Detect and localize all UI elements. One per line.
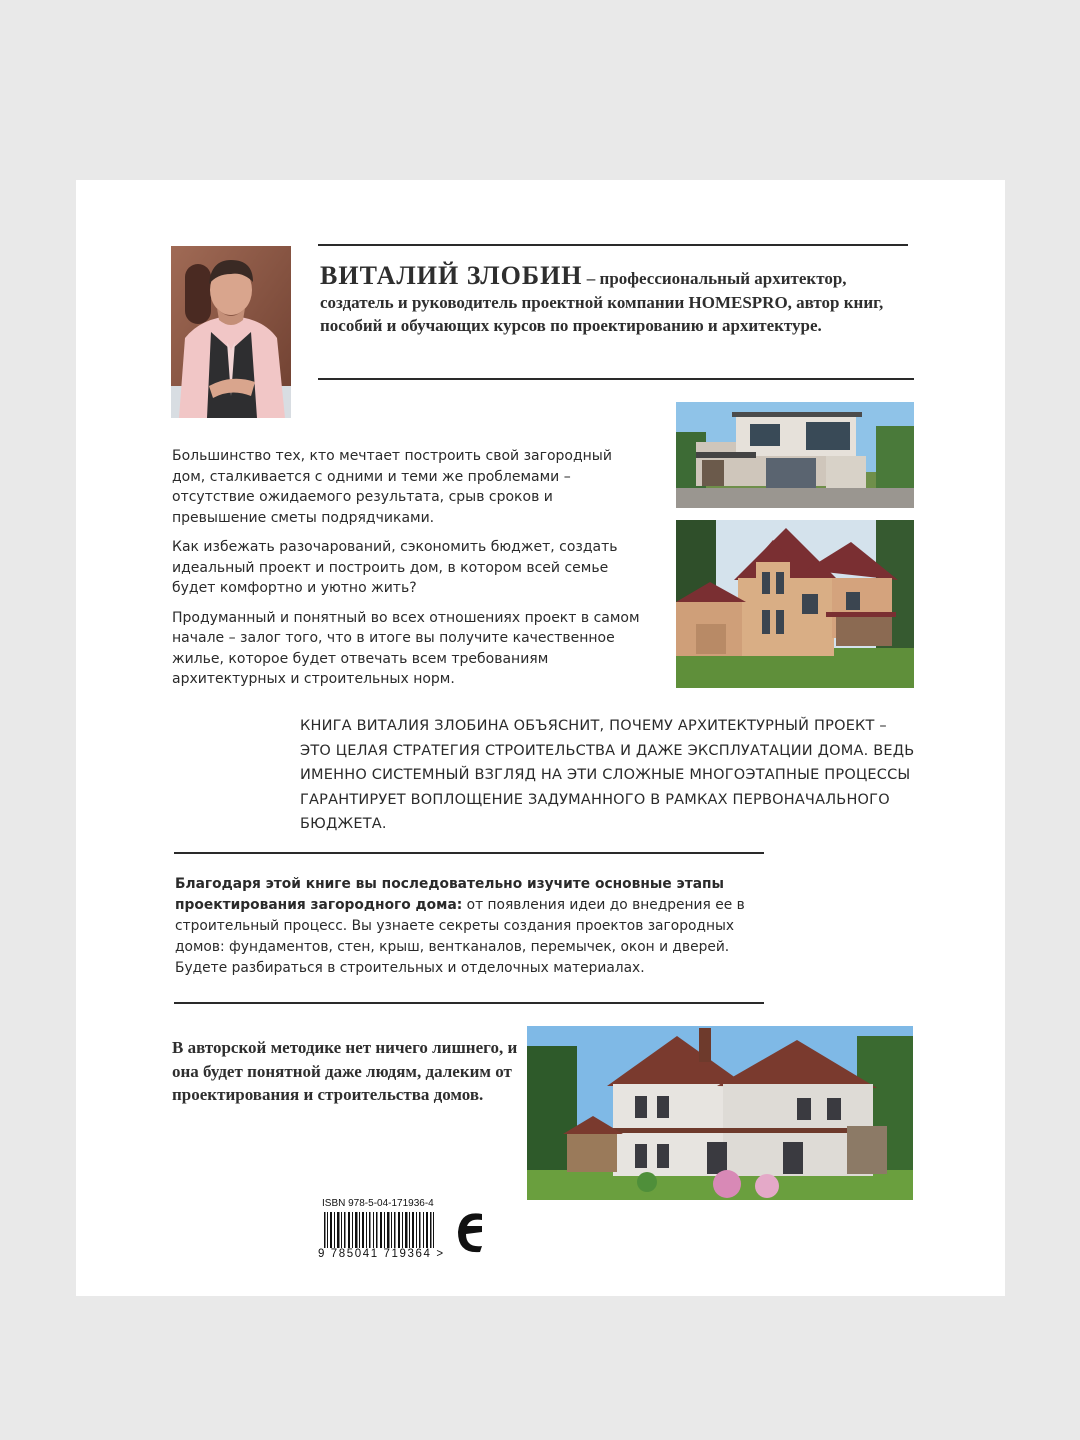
top-rule xyxy=(318,244,908,246)
author-photo xyxy=(171,246,291,418)
book-summary-caps: КНИГА ВИТАЛИЯ ЗЛОБИНА ОБЪЯСНИТ, ПОЧЕМУ АРХИТЕКТУРНЫЙ ПРОЕКТ – ЭТО ЦЕЛАЯ СТРАТЕГИЯ СТРОИТЕЛЬСТВА И ДАЖЕ ЭКСПЛУАТАЦИИ ДОМА. ВЕДЬ ИМЕННО СИСТЕМНЫЙ ВЗГЛЯД НА ЭТИ СЛОЖНЫЕ МНОГОЭТАПНЫЕ ПРОЦЕССЫ ГАРАНТИРУЕТ ВОПЛОЩЕНИЕ ЗАДУМАННОГО В РАМКАХ ПЕРВОНАЧАЛЬНОГО БЮДЖЕТА. xyxy=(300,718,915,832)
brick-house-photo xyxy=(676,520,914,688)
intro-paragraph-2: Как избежать разочарований, сэкономить бюджет, создать идеальный проект и построить дом, в котором всей семье будет комфортно и уютно жить? xyxy=(172,539,618,596)
study-text-rest: от появления идеи до внедрения ее в строительный процесс. Вы узнаете секреты создания проектов загородных домов: фундаментов, стен, крыш, вентканалов, перемычек, окон и дверей. Будете разбираться в строительных и отделочных материалах. xyxy=(175,897,745,976)
eksmo-logo-icon xyxy=(454,1206,488,1260)
study-text-bold: Благодаря этой книге вы последовательно изучите основные этапы проектирования загородного дома: xyxy=(175,876,725,913)
intro-paragraph-3: Продуманный и понятный во всех отношениях проект в самом начале – залог того, что в итоге вы получите качественное жилье, которое будет отвечать всем требованиям архитектурных и строительных норм. xyxy=(172,609,640,687)
intro-paragraph-1: Большинство тех, кто мечтает построить свой загородный дом, сталкивается с одними и теми же проблемами – отсутствие ожидаемого результата, срыв сроков и превышение сметы подрядчиками. xyxy=(172,448,612,526)
white-house-photo xyxy=(527,1026,913,1200)
author-name: ВИТАЛИЙ ЗЛОБИН xyxy=(320,261,583,290)
book-back-cover xyxy=(76,180,1005,1296)
intro-text xyxy=(172,446,642,699)
method-text: В авторской методике нет ничего лишнего, и она будет понятной даже людям, далеким от проектирования и строительства домов. xyxy=(172,1038,518,1104)
study-text xyxy=(175,874,775,979)
isbn-label: ISBN 978-5-04-171936-4 xyxy=(322,1198,434,1209)
modern-house-photo xyxy=(676,402,914,508)
study-bottom-rule xyxy=(174,1002,764,1004)
author-bio-text: – профессиональный архитектор, создатель и руководитель проектной компании HOMESPRO, автор книг, пособий и обучающих курсов по проектированию и архитектуре. xyxy=(320,269,884,335)
author-bio xyxy=(320,261,920,338)
barcode-number: 9 785041 719364 > xyxy=(318,1248,445,1260)
study-top-rule xyxy=(174,852,764,854)
bio-bottom-rule xyxy=(318,378,914,380)
